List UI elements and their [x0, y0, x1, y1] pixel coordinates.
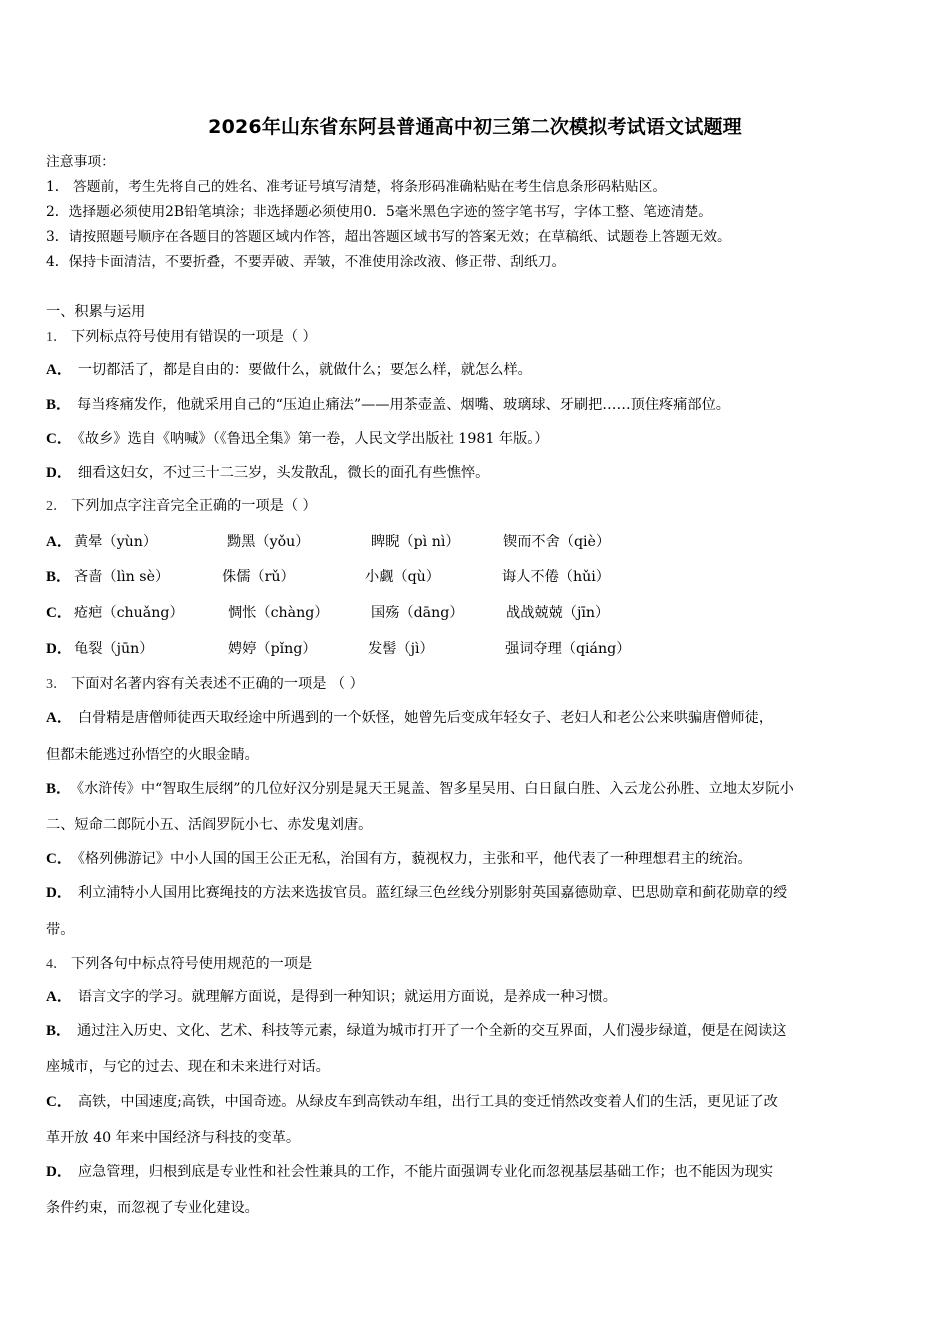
option-label: C． — [46, 431, 72, 447]
option-label: B． — [46, 781, 72, 797]
option-text: 白骨精是唐僧师徒西天取经途中所遇到的一个妖怪，她曾先后变成年轻女子、老妇人和老公公来哄骗唐僧师徒， — [77, 710, 774, 726]
option-text: 高铁，中国速度;高铁，中国奇迹。从绿皮车到高铁动车组，出行工具的变迁悄然改变着人们的生活，更见证了改 — [77, 1094, 778, 1110]
option-text: 每当疼痛发作，他就采用自己的“压迫止痛法”——用茶壶盖、烟嘴、玻璃球、牙刷把……顶住疼痛部位。 — [77, 397, 730, 413]
option-label: A． — [46, 362, 72, 378]
q4-option-d-cont: 条件约束，而忽视了专业化建设。 — [46, 1200, 259, 1216]
pinyin-item: 惆怅（chàng） — [228, 605, 329, 621]
question-4-stem — [46, 954, 312, 975]
q3-option-b-cont: 二、短命二郎阮小五、活阎罗阮小七、赤发鬼刘唐。 — [46, 817, 373, 833]
question-text: 下列各句中标点符号使用规范的一项是 — [71, 956, 313, 972]
section-heading: 一、积累与运用 — [46, 304, 146, 320]
option-text: 应急管理，归根到底是专业性和社会性兼具的工作，不能片面强调专业化而忽视基层基础工作；也不能因为现实 — [77, 1164, 774, 1180]
pinyin-item: 黝黑（yǒu） — [227, 534, 310, 550]
option-label: A． — [46, 710, 72, 726]
question-number: 1． — [46, 330, 67, 345]
option-text: 《故乡》选自《呐喊》（《鲁迅全集》第一卷，人民文学出版社 1981 年版。） — [77, 431, 549, 447]
question-number: 4． — [46, 957, 67, 972]
page-title: 2026年山东省东阿县普通高中初三第二次模拟考试语文试题理 — [208, 116, 742, 138]
pinyin-item: 国殇（dāng） — [371, 605, 464, 621]
q3-option-c — [46, 849, 752, 869]
option-text: 《水浒传》中“智取生辰纲”的几位好汉分别是晁天王晁盖、智多星吴用、白日鼠白胜、入云龙公孙胜、立地太岁阮小 — [77, 781, 794, 797]
question-number: 2． — [46, 499, 67, 514]
notice-item-2: 2．选择题必须使用2B铅笔填涂；非选择题必须使用0．5毫米黑色字迹的签字笔书写，字体工整、笔迹清楚。 — [46, 204, 713, 220]
q4-option-a — [46, 987, 617, 1007]
q2-option-d — [46, 639, 906, 659]
pinyin-item: 龟裂（jūn） — [74, 641, 154, 657]
q4-option-b-cont: 座城市，与它的过去、现在和未来进行对话。 — [46, 1059, 330, 1075]
pinyin-item: 发髻（jì） — [368, 641, 434, 657]
pinyin-item: 侏儒（rǔ） — [222, 569, 295, 585]
q1-option-c — [46, 429, 549, 449]
option-text: 一切都活了，都是自由的：要做什么，就做什么；要怎么样，就怎么样。 — [77, 362, 532, 378]
q1-option-b — [46, 395, 730, 415]
q1-option-d — [46, 463, 489, 483]
option-label: C． — [46, 605, 72, 621]
pinyin-item: 吝啬（lìn sè） — [74, 569, 170, 585]
option-label: A． — [46, 534, 72, 550]
option-text: 语言文字的学习。就理解方面说，是得到一种知识；就运用方面说，是养成一种习惯。 — [77, 989, 617, 1005]
question-3-stem — [46, 674, 364, 695]
pinyin-item: 强词夺理（qiáng） — [505, 641, 631, 657]
option-label: D． — [46, 1164, 72, 1180]
q3-option-d — [46, 883, 906, 903]
q3-option-a-cont: 但都未能逃过孙悟空的火眼金睛。 — [46, 747, 259, 763]
pinyin-item: 睥睨（pì nì） — [371, 534, 460, 550]
pinyin-item: 疮疤（chuǎng） — [74, 605, 184, 621]
q3-option-a — [46, 708, 906, 728]
pinyin-item: 战战兢兢（jīn） — [506, 605, 610, 621]
question-text: 下面对名著内容有关表述不正确的一项是 （ ） — [71, 676, 364, 692]
q2-option-a — [46, 532, 906, 552]
option-label: C． — [46, 1094, 72, 1110]
q4-option-b — [46, 1021, 906, 1041]
option-label: C． — [46, 851, 72, 867]
q4-option-c-cont: 革开放 40 年来中国经济与科技的变革。 — [46, 1130, 301, 1146]
option-label: B． — [46, 569, 72, 585]
notice-item-3: 3．请按照题号顺序在各题目的答题区域内作答，超出答题区域书写的答案无效；在草稿纸、试题卷上答题无效。 — [46, 229, 731, 245]
q4-option-d — [46, 1162, 906, 1182]
option-text: 通过注入历史、文化、艺术、科技等元素，绿道为城市打开了一个全新的交互界面，人们漫步绿道，便是在阅读这 — [77, 1023, 787, 1039]
option-label: D． — [46, 465, 72, 481]
pinyin-item: 黄晕（yùn） — [74, 534, 158, 550]
option-text: 细看这妇女，不过三十二三岁，头发散乱，微长的面孔有些憔悴。 — [77, 465, 490, 481]
pinyin-item: 小觑（qù） — [365, 569, 440, 585]
notice-item-4: 4．保持卡面清洁，不要折叠，不要弄破、弄皱，不准使用涂改液、修正带、刮纸刀。 — [46, 254, 566, 270]
notice-item-1: 1． 答题前，考生先将自己的姓名、准考证号填写清楚，将条形码准确粘贴在考生信息条形码粘贴区。 — [46, 179, 667, 195]
q4-option-c — [46, 1092, 906, 1112]
option-label: A． — [46, 989, 72, 1005]
pinyin-item: 娉婷（pǐng） — [228, 641, 317, 657]
option-label: B． — [46, 1023, 72, 1039]
q2-option-c — [46, 603, 906, 623]
q3-option-b — [46, 779, 906, 799]
question-text: 下列标点符号使用有错误的一项是（ ） — [71, 329, 317, 345]
notice-heading: 注意事项： — [46, 154, 115, 170]
question-1-stem — [46, 327, 317, 348]
pinyin-item: 诲人不倦（hǔi） — [502, 569, 610, 585]
pinyin-item: 锲而不舍（qiè） — [503, 534, 611, 550]
q3-option-d-cont: 带。 — [46, 922, 75, 938]
option-label: D． — [46, 641, 72, 657]
question-text: 下列加点字注音完全正确的一项是（ ） — [71, 498, 317, 514]
question-number: 3． — [46, 677, 67, 692]
question-2-stem — [46, 496, 317, 517]
q2-option-b — [46, 567, 906, 587]
option-text: 《格列佛游记》中小人国的国王公正无私，治国有方，藐视权力，主张和平，他代表了一种理想君主的统治。 — [77, 851, 752, 867]
option-text: 利立浦特小人国用比赛绳技的方法来选拔官员。蓝红绿三色丝线分别影射英国嘉德勋章、巴思勋章和蓟花勋章的绶 — [77, 885, 788, 901]
option-label: B． — [46, 397, 72, 413]
option-label: D． — [46, 885, 72, 901]
q1-option-a — [46, 360, 532, 380]
